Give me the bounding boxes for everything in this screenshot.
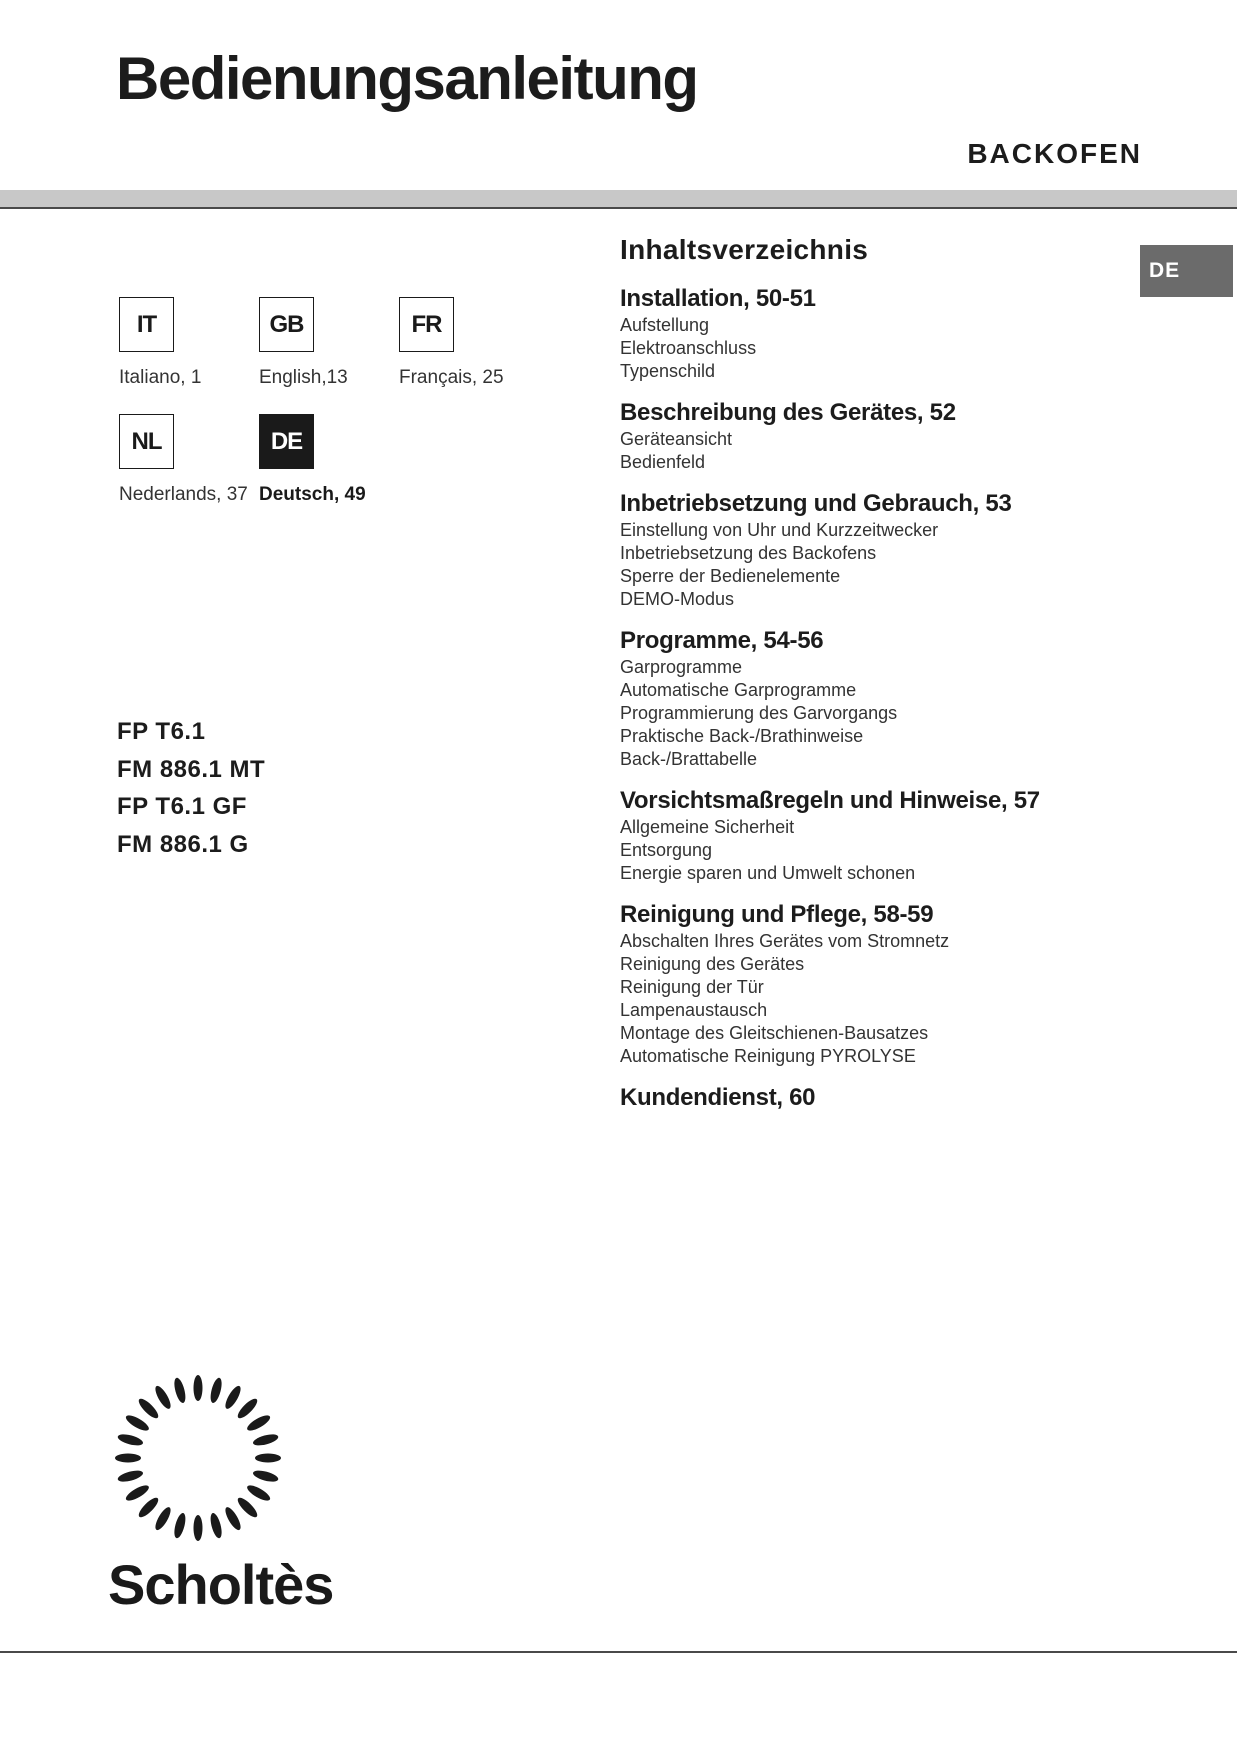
sun-ray <box>117 1468 144 1483</box>
product-category: BACKOFEN <box>967 138 1142 169</box>
toc-section <box>620 284 1140 383</box>
toc-section-heading: Programme, 54-56 <box>620 627 824 654</box>
sun-ray <box>117 1432 144 1447</box>
sun-logo-icon <box>108 1368 288 1548</box>
toc-section-heading: Vorsichtsmaßregeln und Hinweise, 57 <box>620 787 1040 814</box>
toc-item: Reinigung des Gerätes <box>620 954 805 974</box>
language-code-box: GB <box>259 297 314 352</box>
language-it[interactable] <box>119 297 259 390</box>
page-title: Bedienungsanleitung <box>116 45 698 112</box>
sun-ray <box>235 1495 260 1520</box>
toc-section-heading: Reinigung und Pflege, 58-59 <box>620 901 934 928</box>
sun-ray <box>208 1377 223 1404</box>
brand-name: Scholtès <box>108 1553 334 1616</box>
toc-section <box>620 786 1140 885</box>
language-label: Italiano, 1 <box>119 367 202 388</box>
toc-item: Abschalten Ihres Gerätes vom Stromnetz <box>620 931 950 951</box>
sun-ray <box>245 1483 272 1504</box>
sun-ray <box>153 1384 174 1411</box>
sun-ray <box>252 1432 279 1447</box>
sun-ray <box>235 1396 260 1421</box>
toc-section-heading: Beschreibung des Gerätes, 52 <box>620 399 956 426</box>
sun-ray <box>124 1483 151 1504</box>
language-code-box: IT <box>119 297 174 352</box>
language-label: Nederlands, 37 <box>119 484 248 505</box>
language-label: English,13 <box>259 367 348 388</box>
model-number: FM 886.1 MT <box>117 755 266 783</box>
sun-ray <box>255 1454 281 1463</box>
sun-ray <box>194 1375 203 1401</box>
language-de[interactable] <box>259 414 399 507</box>
toc-item: Bedienfeld <box>620 452 706 472</box>
toc-item: Allgemeine Sicherheit <box>620 817 795 837</box>
sun-ray <box>208 1512 223 1539</box>
language-label: Français, 25 <box>399 367 504 388</box>
toc-item: Aufstellung <box>620 315 710 335</box>
toc-sections <box>620 284 1140 1113</box>
toc-item: Einstellung von Uhr und Kurzzeitwecker <box>620 520 939 540</box>
language-label: Deutsch, 49 <box>259 484 366 505</box>
sun-ray <box>245 1413 272 1434</box>
sun-ray <box>153 1505 174 1532</box>
sun-ray <box>136 1495 161 1520</box>
sun-ray <box>252 1468 279 1483</box>
toc-item: Inbetriebsetzung des Backofens <box>620 543 877 563</box>
sun-ray <box>115 1454 141 1463</box>
brand-logo <box>108 1368 348 1617</box>
model-number: FP T6.1 GF <box>117 793 247 820</box>
toc-section <box>620 489 1140 611</box>
toc-item: Entsorgung <box>620 840 713 860</box>
toc-item: Praktische Back-/Brathinweise <box>620 726 864 746</box>
sun-ray <box>223 1384 244 1411</box>
sun-ray <box>194 1515 203 1541</box>
table-of-contents <box>620 234 1140 1128</box>
toc-item: DEMO-Modus <box>620 589 735 609</box>
toc-item: Lampenaustausch <box>620 1000 768 1020</box>
toc-item: Energie sparen und Umwelt schonen <box>620 863 916 883</box>
toc-section <box>620 900 1140 1068</box>
model-number: FM 886.1 G <box>117 830 249 858</box>
language-fr[interactable] <box>399 297 539 390</box>
language-gb[interactable] <box>259 297 399 390</box>
model-list <box>117 713 265 863</box>
toc-section <box>620 626 1140 771</box>
toc-item: Geräteansicht <box>620 429 733 449</box>
toc-item: Sperre der Bedienelemente <box>620 566 841 586</box>
toc-section <box>620 398 1140 474</box>
toc-section-heading: Kundendienst, 60 <box>620 1084 816 1111</box>
sun-ray <box>223 1505 244 1532</box>
language-code-box: FR <box>399 297 454 352</box>
toc-section-heading: Installation, 50-51 <box>620 285 816 312</box>
model-number: FP T6.1 <box>117 718 206 745</box>
language-code-box: DE <box>259 414 314 469</box>
toc-section <box>620 1083 1140 1113</box>
header-bar <box>0 190 1237 209</box>
sun-ray <box>172 1377 187 1404</box>
toc-item: Garprogramme <box>620 657 743 677</box>
toc-section-heading: Inbetriebsetzung und Gebrauch, 53 <box>620 490 1012 517</box>
language-tab: DE <box>1140 245 1233 297</box>
sun-ray <box>172 1512 187 1539</box>
toc-item: Programmierung des Garvorgangs <box>620 703 898 723</box>
language-code-box: NL <box>119 414 174 469</box>
footer-rule <box>0 1651 1237 1653</box>
toc-item: Typenschild <box>620 361 716 381</box>
toc-item: Automatische Garprogramme <box>620 680 857 700</box>
toc-item: Montage des Gleitschienen-Bausatzes <box>620 1023 929 1043</box>
toc-item: Reinigung der Tür <box>620 977 764 997</box>
toc-title: Inhaltsverzeichnis <box>620 234 869 265</box>
sun-ray <box>124 1413 151 1434</box>
toc-item: Back-/Brattabelle <box>620 749 758 769</box>
language-nl[interactable] <box>119 414 259 507</box>
toc-item: Elektroanschluss <box>620 338 757 358</box>
toc-item: Automatische Reinigung PYROLYSE <box>620 1046 916 1066</box>
sun-ray <box>136 1396 161 1421</box>
